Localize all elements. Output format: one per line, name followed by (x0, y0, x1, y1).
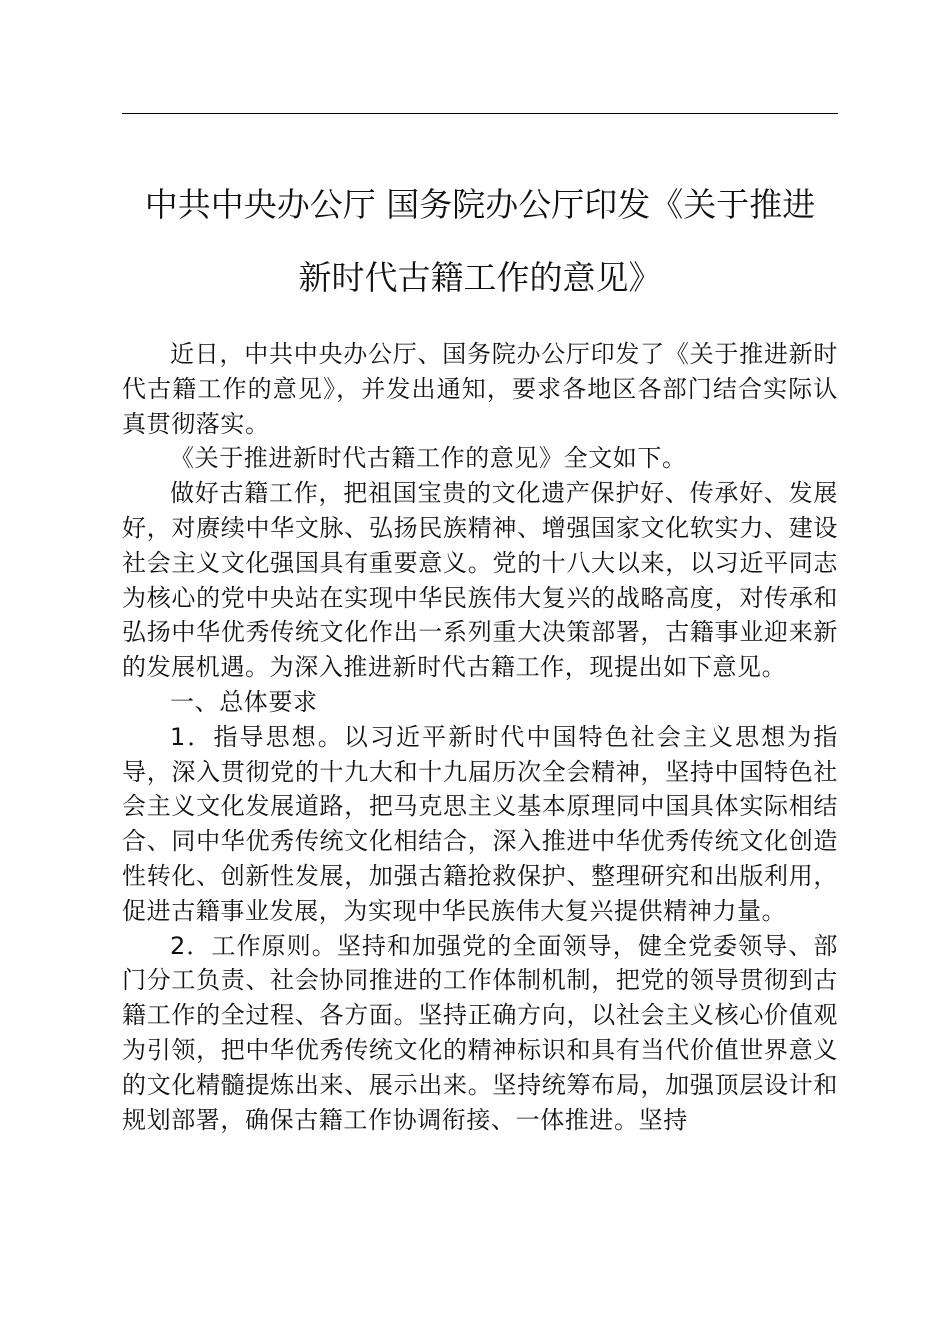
paragraph-fulltext-note: 《关于推进新时代古籍工作的意见》全文如下。 (170, 444, 687, 473)
paragraph-guiding-thought: 1．指导思想。以习近平新时代中国特色社会主义思想为指导，深入贯彻党的十九大和十九届历次全会精神，坚持中国特色社会主义文化发展道路，把马克思主义基本原理同中国具体实际相结合、同中华优秀传统文化相结合，深入推进中华优秀传统文化创造性转化、创新性发展，加强古籍抢救保护、整理研究和出版利用，促进古籍事业发展，为实现中华民族伟大复兴提供精神力量。 (122, 722, 838, 925)
section-heading: 一、总体要求 (170, 687, 318, 716)
paragraph-work-principles: 2．工作原则。坚持和加强党的全面领导，健全党委领导、部门分工负责、社会协同推进的工作体制机制，把党的领导贯彻到古籍工作的全过程、各方面。坚持正确方向，以社会主义核心价值观为引领，把中华优秀传统文化的精神标识和具有当代价值世界意义的文化精髓提炼出来、展示出来。坚持统筹布局，加强顶层设计和规划部署，确保古籍工作协调衔接、一体推进。坚持 (122, 931, 838, 1134)
paragraph-intro: 近日，中共中央办公厅、国务院办公厅印发了《关于推进新时代古籍工作的意见》，并发出通知，要求各地区各部门结合实际认真贯彻落实。 (122, 340, 838, 438)
document-body (122, 337, 838, 1137)
header-rule (122, 113, 838, 114)
paragraph-preamble: 做好古籍工作，把祖国宝贵的文化遗产保护好、传承好、发展好，对赓续中华文脉、弘扬民族精神、增强国家文化软实力、建设社会主义文化强国具有重要意义。党的十八大以来，以习近平同志为核心的党中央站在实现中华民族伟大复兴的战略高度，对传承和弘扬中华优秀传统文化作出一系列重大决策部署，古籍事业迎来新的发展机遇。为深入推进新时代古籍工作，现提出如下意见。 (122, 479, 838, 682)
title-line-2: 新时代古籍工作的意见》 (298, 258, 662, 297)
document-title (122, 168, 838, 314)
title-line-1: 中共中央办公厅 国务院办公厅印发《关于推进 (144, 185, 816, 224)
